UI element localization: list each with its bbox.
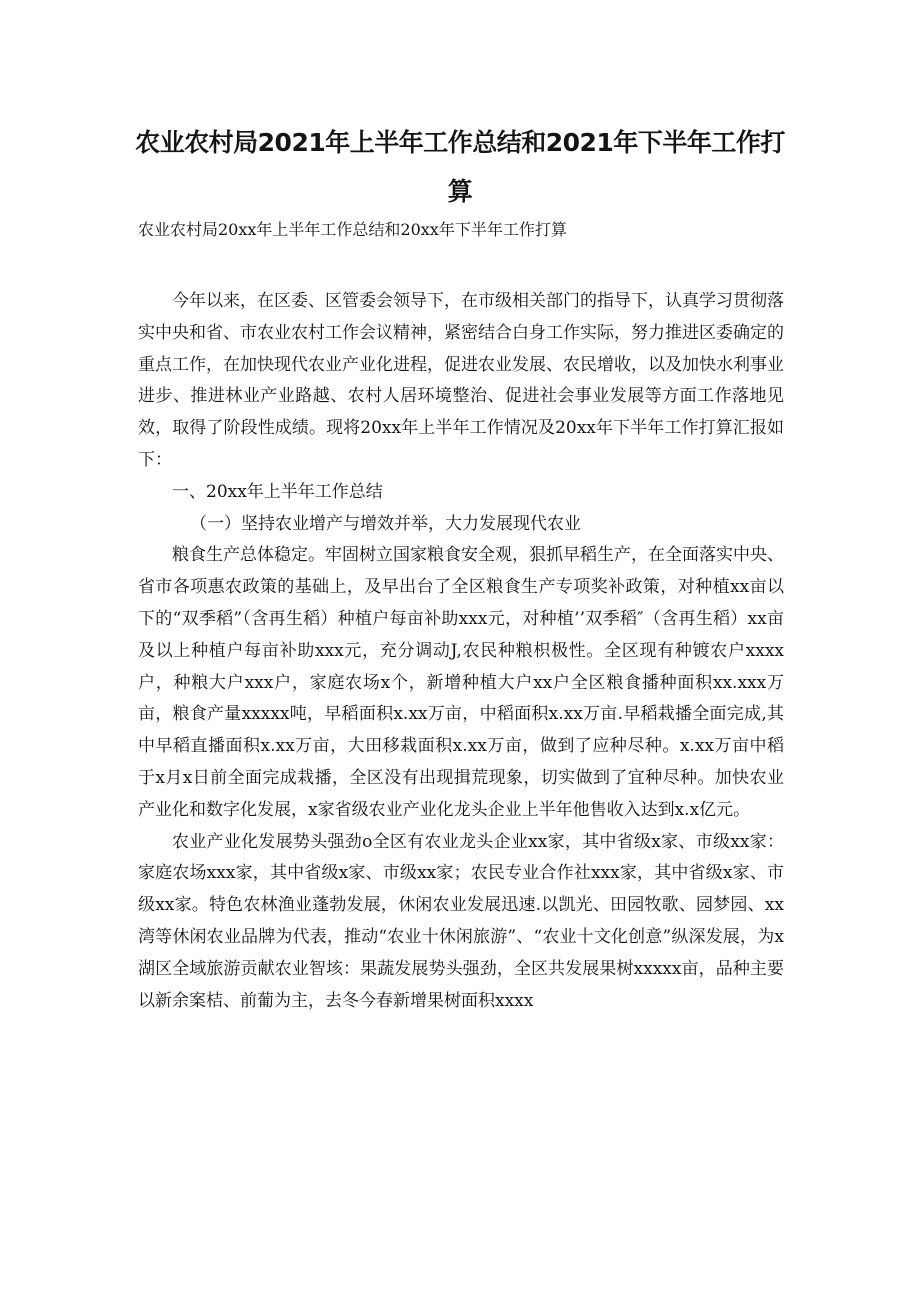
document-title: 农业农村局2021年上半年工作总结和2021年下半年工作打算 xyxy=(135,128,785,206)
subsection-heading: （一）坚持农业增产与增效并举，大力发展现代农业 xyxy=(190,513,581,534)
grain-production-paragraph: 粮食生产总体稳定。牢固树立国家粮食安全观，狠抓早稻生产，在全面落实中央、省市各项惠农政策的基础上，及早出台了全区粮食生产专项奖补政策，对种植xx亩以下的“双季稻”（含再生稻）种植户每亩补助xxx元，对种植’’双季稻″（含再生稻）xx亩及以上种植户每亩补助xxx元，充分调动J,农民种粮枳极性。全区现有种镀农户xxxx户，种粮大户xxx户，家庭农场x个，新增种植大户xx户全区粮食播种面积xx.xxx万亩，粮食产量xxxxx吨，早稻面积x.xx万亩，中稻面积x.xx万亩.早稻栽播全面完成,其中早稻直播面积x.xx万亩，大田移栽面积x.xx万亩，做到了应种尽种。x.xx万亩中稻于x月x日前全面完成栽播，全区没有出现揖荒现象，切实做到了宜种尽种。加快农业产业化和数字化发展，x家省级农业产业化龙头企业上半年他售收入达到x.x亿元。 xyxy=(138,545,784,820)
document-body xyxy=(138,286,784,1017)
industrialization-paragraph: 农业产业化发展势头强劲o全区有农业龙头企业xx家，其中省级x家、市级xx家：家庭农场xxx家，其中省级x家、市级xx家；农民专业合作社xxx家，其中省级x家、市级xx家。特色农林渔业蓬勃发展，休闲农业发展迅速.以凯光、田园牧歌、园梦园、xx湾等休闲农业品牌为代表，推动“农业十休闲旅游”、“农业十文化创意”纵深发展，为x湖区全域旅游贡献农业智垓：果蔬发展势头强劲，全区共发展果树xxxxx亩，品种主要以新余案桔、前葡为主，去冬今春新增果树面积xxxx xyxy=(138,831,784,1011)
document-subtitle: 农业农村局20xx年上半年工作总结和20xx年下半年工作打算 xyxy=(138,220,567,239)
section-heading: 一、20xx年上半年工作总结 xyxy=(172,481,383,502)
intro-paragraph: 今年以来，在区委、区管委会领导下，在市级相关部门的指导下，认真学习贯彻落实中央和省、市农业农村工作会议精神，紧密结合白身工作实际，努力推进区委确定的重点工作，在加快现代农业产业化进程，促进农业发展、农民增收，以及加快水利事业进步、推进林业产业路越、农村人居环境整治、促进社会事业发展等方面工作落地见效，取得了阶段性成绩。现将20xx年上半年工作情况及20xx年下半年工作打算汇报如下： xyxy=(138,291,784,470)
